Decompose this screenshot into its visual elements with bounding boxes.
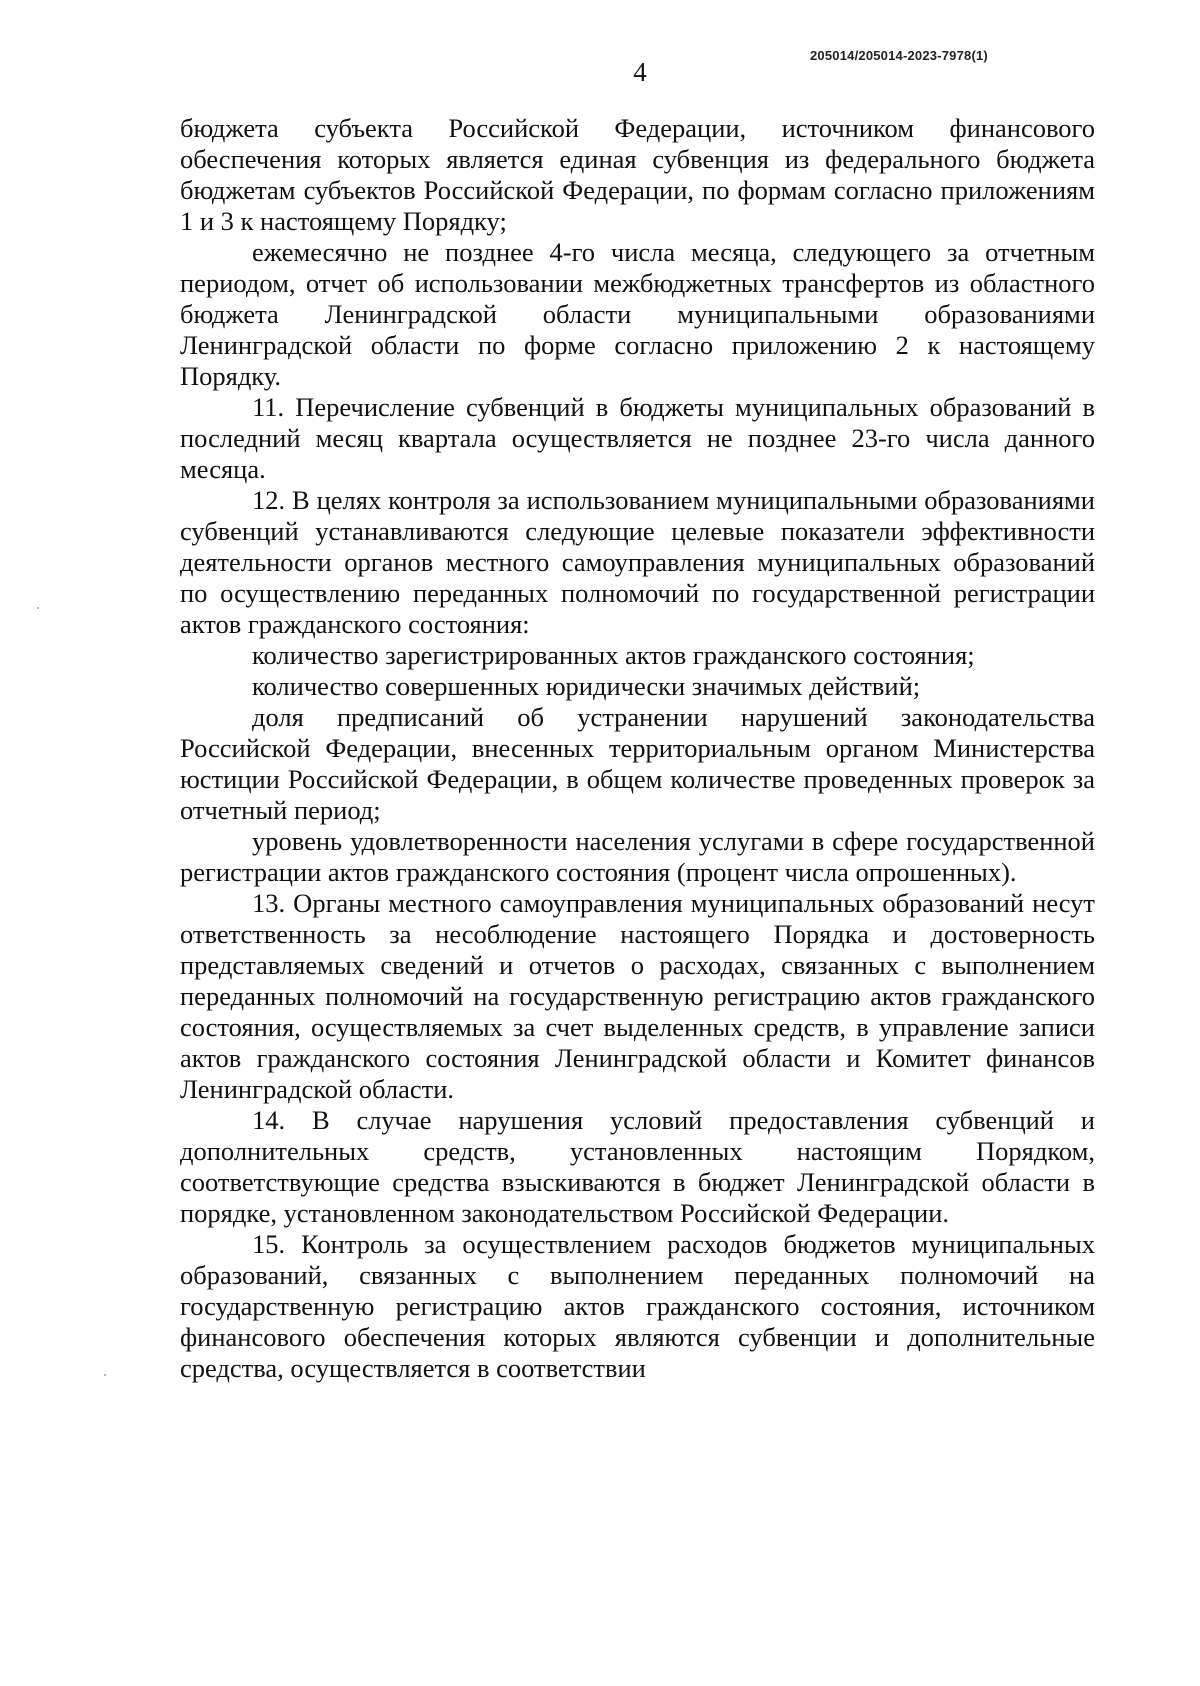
page-number: 4 [633, 57, 647, 87]
paragraph-12-target-indicators: 12. В целях контроля за использованием муниципальными образованиями субвенций устанавливаются следующие целевые показатели эффективности деятельности органов местного самоуправления муниципальных образований по осуществлению переданных полномочий по государственной регистрации актов гражданского состояния: [180, 485, 1095, 639]
indicator-registered-acts: количество зарегистрированных актов гражданского состояния; [252, 640, 975, 670]
scan-speck [37, 607, 39, 609]
indicator-violation-orders: доля предписаний об устранении нарушений законодательства Российской Федерации, внесенных территориальным органом Министерства юстиции Российской Федерации, в общем количестве проведенных проверок за отчетный период; [180, 702, 1095, 825]
paragraph-11-subvention-transfer: 11. Перечисление субвенций в бюджеты муниципальных образований в последний месяц квартала осуществляется не позднее 23-го числа данного месяца. [180, 392, 1095, 484]
indicator-legal-actions: количество совершенных юридически значимых действий; [252, 671, 921, 701]
paragraph-reporting-forms: бюджета субъекта Российской Федерации, источником финансового обеспечения которых является единая субвенция из федерального бюджета бюджетам субъектов Российской Федерации, по формам согласно приложениям 1 и 3 к настоящему Порядку; [180, 113, 1095, 236]
paragraph-14-recovery: 14. В случае нарушения условий предоставления субвенций и дополнительных средств, установленных настоящим Порядком, соответствующие средства взыскиваются в бюджет Ленинградской области в порядке, установленном законодательством Российской Федерации. [180, 1105, 1095, 1228]
paragraph-15-control: 15. Контроль за осуществлением расходов бюджетов муниципальных образований, связанных с выполнением переданных полномочий на государственную регистрацию актов гражданского состояния, источником финансового обеспечения которых являются субвенции и дополнительные средства, осуществляется в соответствии [180, 1229, 1095, 1383]
paragraph-monthly-report: ежемесячно не позднее 4-го числа месяца, следующего за отчетным периодом, отчет об использовании межбюджетных трансфертов из областного бюджета Ленинградской области муниципальными образованиями Ленинградской области по форме согласно приложению 2 к настоящему Порядку. [180, 237, 1095, 391]
scan-speck [104, 1374, 106, 1376]
indicator-satisfaction-level: уровень удовлетворенности населения услугами в сфере государственной регистрации актов гражданского состояния (процент числа опрошенных). [180, 826, 1095, 887]
document-id: 205014/205014-2023-7978(1) [810, 48, 988, 63]
body-text [180, 113, 1095, 1384]
paragraph-13-responsibility: 13. Органы местного самоуправления муниципальных образований несут ответственность за несоблюдение настоящего Порядка и достоверность представляемых сведений и отчетов о расходах, связанных с выполнением переданных полномочий на государственную регистрацию актов гражданского состояния, осуществляемых за счет выделенных средств, в управление записи актов гражданского состояния Ленинградской области и Комитет финансов Ленинградской области. [180, 888, 1095, 1104]
